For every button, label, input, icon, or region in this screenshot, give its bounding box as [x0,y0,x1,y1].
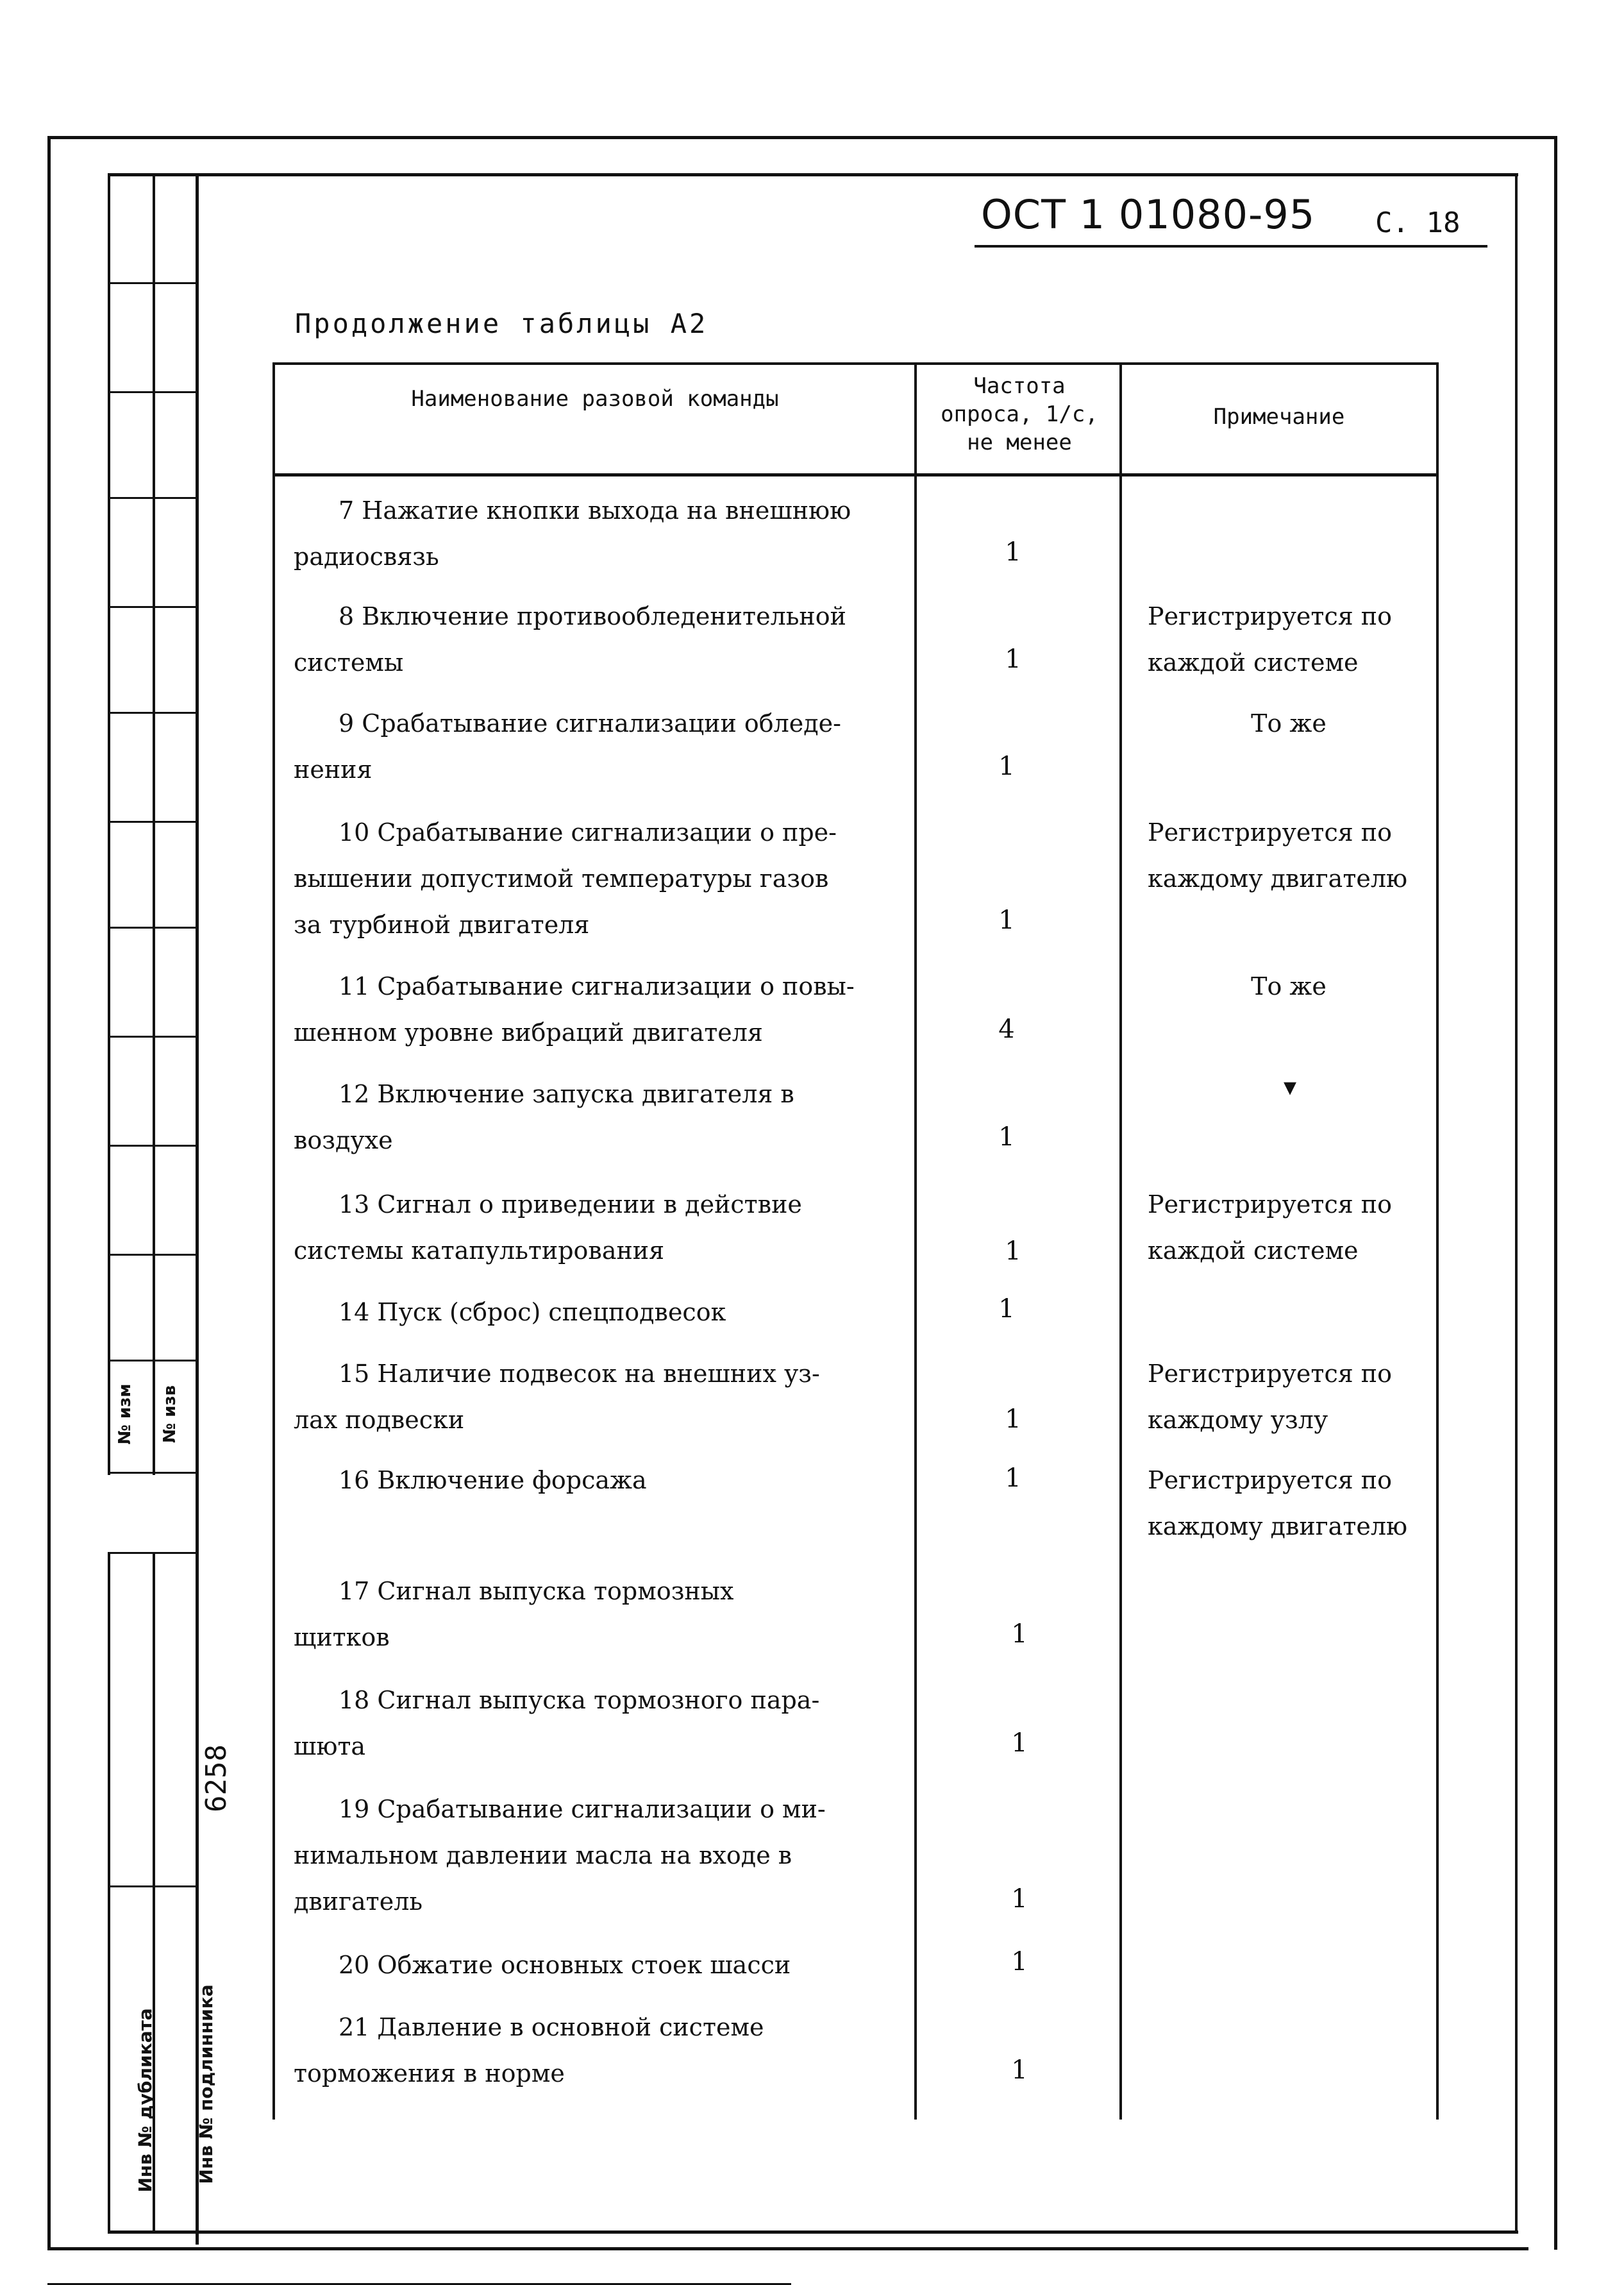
row-name-line: 13 Сигнал о приведении в действие [339,1190,802,1218]
outer-frame-top [47,136,1557,139]
row-note-line: Регистрируется по [1148,602,1392,630]
stamp-divider [108,821,197,823]
table-row [294,1289,909,1335]
row-frequency: 1 [1011,1619,1028,1649]
table-row [294,2004,909,2096]
stamp-divider [108,282,197,284]
row-name-line: 9 Срабатывание сигнализации обледе- [339,709,842,738]
inner-frame-top [108,173,1518,176]
row-note [1148,593,1423,686]
table-header-bottom-border [272,473,1438,476]
table-caption: Продолжение таблицы А2 [295,308,708,339]
stray-mark: ▾ [1284,1072,1297,1102]
row-note [1148,1181,1423,1274]
column-header-note: Примечание [1213,404,1345,430]
row-name-line: системы [294,648,404,677]
inner-frame-right [1515,173,1518,2232]
row-name-line: 14 Пуск (сброс) спецподвесок [339,1298,726,1326]
table-row [294,1786,909,1925]
header-underline [975,245,1487,248]
stamp-divider [108,712,197,714]
row-name-line: торможения в норме [294,2059,565,2087]
column-header-frequency: Частота опроса, 1/с, не менее [941,373,1098,455]
row-name-line: 21 Давление в основной системе [339,2013,764,2041]
stamp-izv-label: № изв [160,1385,180,1444]
row-name-line: 17 Сигнал выпуска тормозных [339,1577,734,1605]
row-name-line: 10 Срабатывание сигнализации о пре- [339,818,837,847]
row-name-line: двигатель [294,1887,423,1916]
table-row [294,593,909,686]
row-name-line: 19 Срабатывание сигнализации о ми- [339,1795,826,1823]
stamp-inv-number: 6258 [200,1744,233,1812]
row-note-line: каждой системе [1148,648,1359,677]
row-note-line: каждой системе [1148,1236,1359,1265]
row-frequency: 1 [1011,1728,1028,1758]
table-right-border [1436,362,1439,2120]
stamp-divider [108,1552,197,1554]
row-name-line: нимальном давлении масла на входе в [294,1841,792,1869]
row-name-line: 7 Нажатие кнопки выхода на внешнюю [339,496,851,525]
column-header-name: Наименование разовой команды [411,386,779,412]
outer-frame-bottom [47,2247,1528,2250]
table-row [294,1568,909,1660]
table-row [294,1071,909,1163]
row-frequency: 1 [1005,1236,1021,1266]
row-name-line: лах подвески [294,1406,465,1434]
stamp-divider [108,391,197,393]
row-name-line: шенном уровне вибраций двигателя [294,1018,763,1047]
table-row [294,963,909,1056]
page-number: С. 18 [1375,207,1461,239]
row-frequency: 1 [1011,1884,1028,1914]
row-frequency: 1 [1011,2055,1028,2085]
table-row [294,1942,909,1988]
row-note-line: Регистрируется по [1148,1466,1392,1494]
row-frequency: 1 [1011,1947,1028,1977]
outer-frame-right [1554,136,1557,2250]
row-note-line: Регистрируется по [1148,818,1392,847]
stamp-divider [108,1885,197,1887]
outer-frame-left [47,139,51,2250]
row-note-line: каждому узлу [1148,1406,1328,1434]
stamp-divider [108,1145,197,1147]
row-name-line: вышении допустимой температуры газов [294,864,829,893]
row-name-line: 18 Сигнал выпуска тормозного пара- [339,1686,820,1714]
row-name-line: 12 Включение запуска двигателя в [339,1080,794,1108]
stamp-col-line-left-lower [108,1552,110,2232]
row-note [1148,700,1430,746]
row-note-line: каждому двигателю [1148,864,1408,893]
row-frequency: 1 [1005,537,1021,567]
table-row [294,1181,909,1274]
row-note-line: Регистрируется по [1148,1190,1392,1218]
inner-frame-left [196,173,199,2245]
row-note-line: Регистрируется по [1148,1360,1392,1388]
row-name-line: 15 Наличие подвесок на внешних уз- [339,1360,820,1388]
stamp-col-line-mid-upper [153,173,155,1475]
table-row [294,487,909,580]
stamp-divider [108,927,197,929]
row-note-line: каждому двигателю [1148,1512,1408,1540]
row-frequency: 1 [998,752,1015,781]
row-note-line: То же [1251,972,1327,1000]
table-top-border [272,362,1438,365]
row-note-line: То же [1251,709,1327,738]
row-frequency: 1 [998,906,1015,935]
stamp-divider [108,606,197,608]
row-frequency: 1 [1005,645,1021,674]
table-row [294,1351,909,1443]
row-name-line: системы катапультирования [294,1236,665,1265]
table-col-divider-2 [1119,362,1122,2120]
row-frequency: 4 [998,1015,1015,1044]
stamp-izm-label: № изм [115,1383,135,1445]
stamp-inv-podl-label: Инв № подлинника [196,1984,217,2184]
stamp-divider [108,1254,197,1256]
row-name-line: 11 Срабатывание сигнализации о повы- [339,972,855,1000]
row-name-line: шюта [294,1732,366,1760]
row-note [1148,1351,1423,1443]
table-row [294,1457,909,1503]
row-name-line: за турбиной двигателя [294,911,590,939]
table-row [294,700,909,793]
row-frequency: 1 [1005,1463,1021,1493]
table-row [294,1677,909,1769]
row-frequency: 1 [1005,1404,1021,1434]
row-note [1148,809,1423,902]
row-name-line: радиосвязь [294,543,439,571]
row-name-line: 16 Включение форсажа [339,1466,647,1494]
stamp-divider [108,497,197,499]
inner-frame-bottom [108,2230,1518,2234]
row-name-line: воздухе [294,1126,393,1154]
row-note [1148,1457,1423,1549]
row-name-line: нения [294,755,373,784]
row-name-line: щитков [294,1623,390,1651]
stamp-divider [108,1036,197,1038]
stamp-inv-dub-label: Инв № дубликата [135,2008,156,2193]
row-note [1148,963,1430,1009]
table-left-border [272,362,275,2120]
row-name-line: 8 Включение противообледенительной [339,602,846,630]
row-name-line: 20 Обжатие основных стоек шасси [339,1951,791,1979]
table-row [294,809,909,948]
row-frequency: 1 [998,1122,1015,1152]
stamp-col-line-left-upper [108,173,110,1475]
document-code: ОСТ 1 01080-95 [981,191,1316,238]
row-frequency: 1 [998,1294,1015,1324]
